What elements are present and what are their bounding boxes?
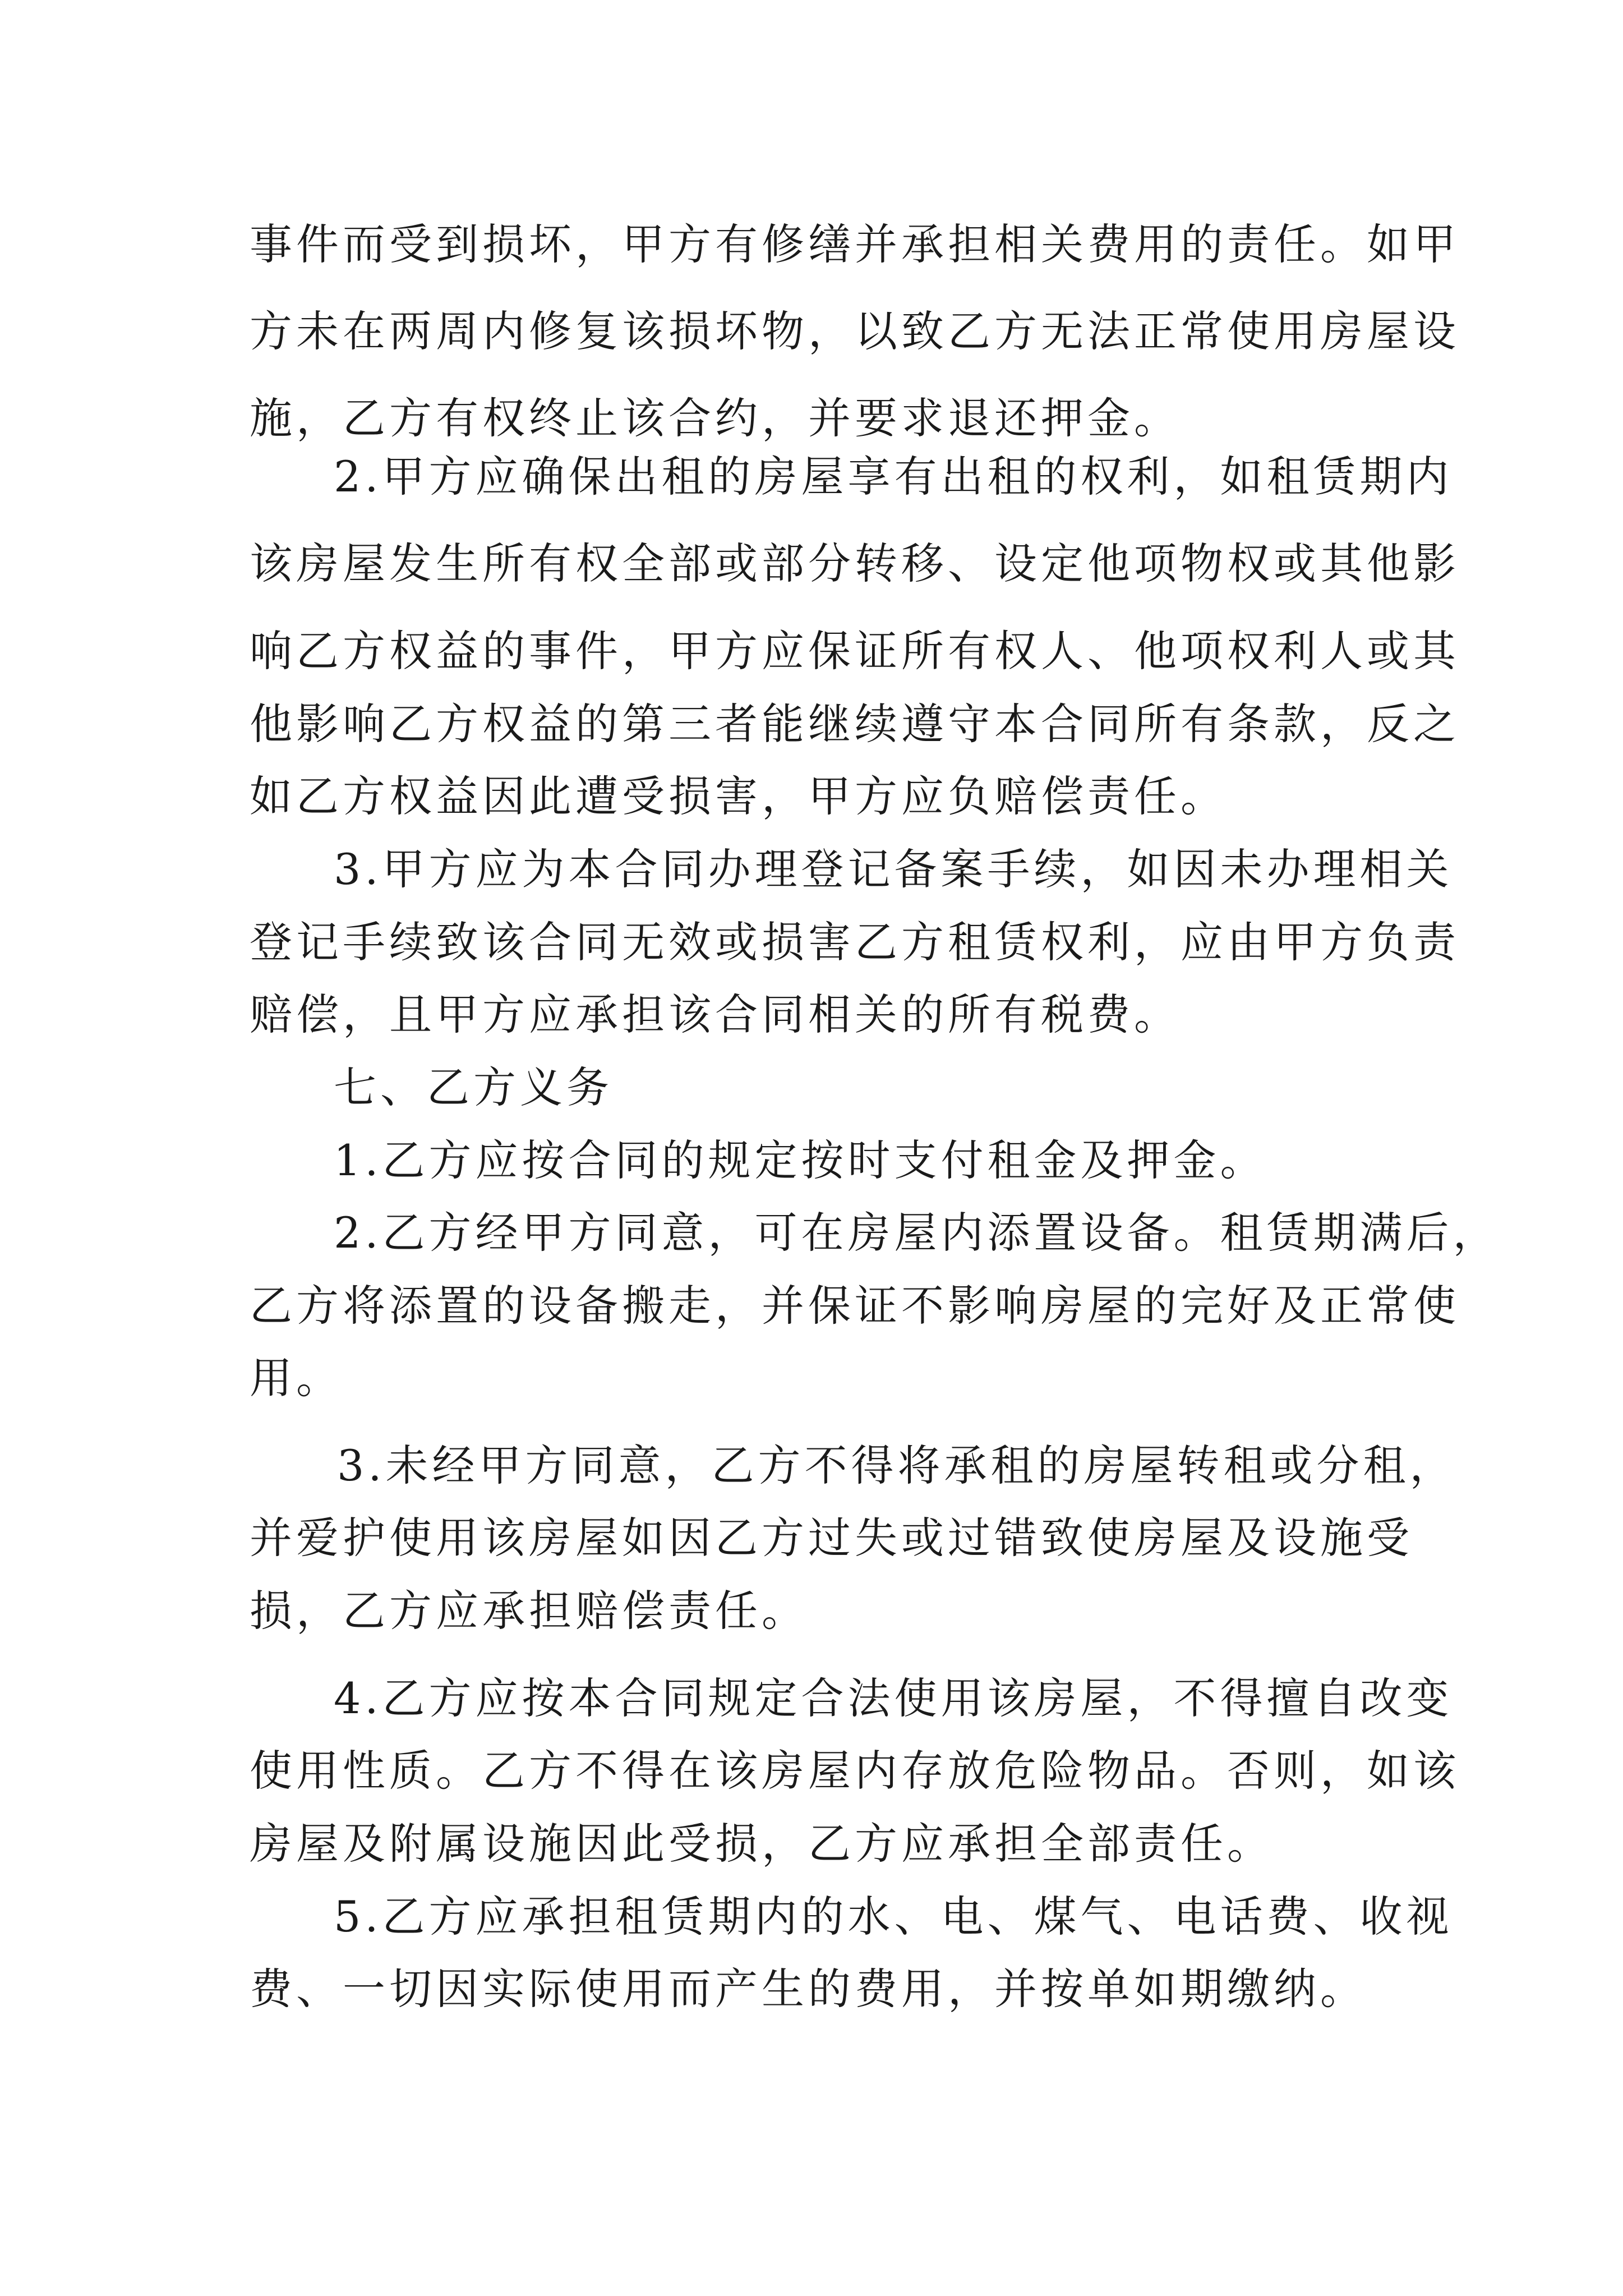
text-line: 事件而受到损坏，甲方有修缮并承担相关费用的责任。如甲 <box>250 219 1460 269</box>
text-line: 5.乙方应承担租赁期内的水、电、煤气、电话费、收视 <box>334 1892 1453 1941</box>
text-line: 施，乙方有权终止该合约，并要求退还押金。 <box>250 393 1181 443</box>
text-line: 损，乙方应承担赔偿责任。 <box>250 1586 808 1636</box>
text-line: 4.乙方应按本合同规定合法使用该房屋，不得擅自改变 <box>334 1673 1453 1723</box>
text-line: 他影响乙方权益的第三者能继续遵守本合同所有条款，反之 <box>250 699 1460 749</box>
text-line: 响乙方权益的事件，甲方应保证所有权人、他项权利人或其 <box>250 626 1460 676</box>
text-line: 该房屋发生所有权全部或部分转移、设定他项物权或其他影 <box>250 539 1460 588</box>
text-line: 方未在两周内修复该损坏物，以致乙方无法正常使用房屋设 <box>250 306 1460 356</box>
text-line: 3.甲方应为本合同办理登记备案手续，如因未办理相关 <box>334 844 1453 894</box>
text-line: 2.甲方应确保出租的房屋享有出租的权利，如租赁期内 <box>334 452 1453 501</box>
text-line: 并爱护使用该房屋如因乙方过失或过错致使房屋及设施受 <box>250 1513 1413 1563</box>
text-line: 3.未经甲方同意，乙方不得将承租的房屋转租或分租， <box>337 1441 1456 1490</box>
text-line: 使用性质。乙方不得在该房屋内存放危险物品。否则，如该 <box>250 1746 1460 1796</box>
text-line: 房屋及附属设施因此受损，乙方应承担全部责任。 <box>250 1819 1274 1869</box>
section-heading: 七、乙方义务 <box>334 1062 613 1112</box>
text-line: 2.乙方经甲方同意，可在房屋内添置设备。租赁期满后， <box>334 1208 1500 1258</box>
text-line: 费、一切因实际使用而产生的费用，并按单如期缴纳。 <box>250 1964 1367 2014</box>
text-line: 用。 <box>250 1353 343 1403</box>
text-line: 1.乙方应按合同的规定按时支付租金及押金。 <box>334 1135 1267 1185</box>
text-line: 赔偿，且甲方应承担该合同相关的所有税费。 <box>250 990 1181 1039</box>
text-line: 登记手续致该合同无效或损害乙方租赁权利，应由甲方负责 <box>250 917 1460 967</box>
text-line: 乙方将添置的设备搬走，并保证不影响房屋的完好及正常使 <box>250 1281 1460 1331</box>
text-line: 如乙方权益因此遭受损害，甲方应负赔偿责任。 <box>250 771 1227 821</box>
